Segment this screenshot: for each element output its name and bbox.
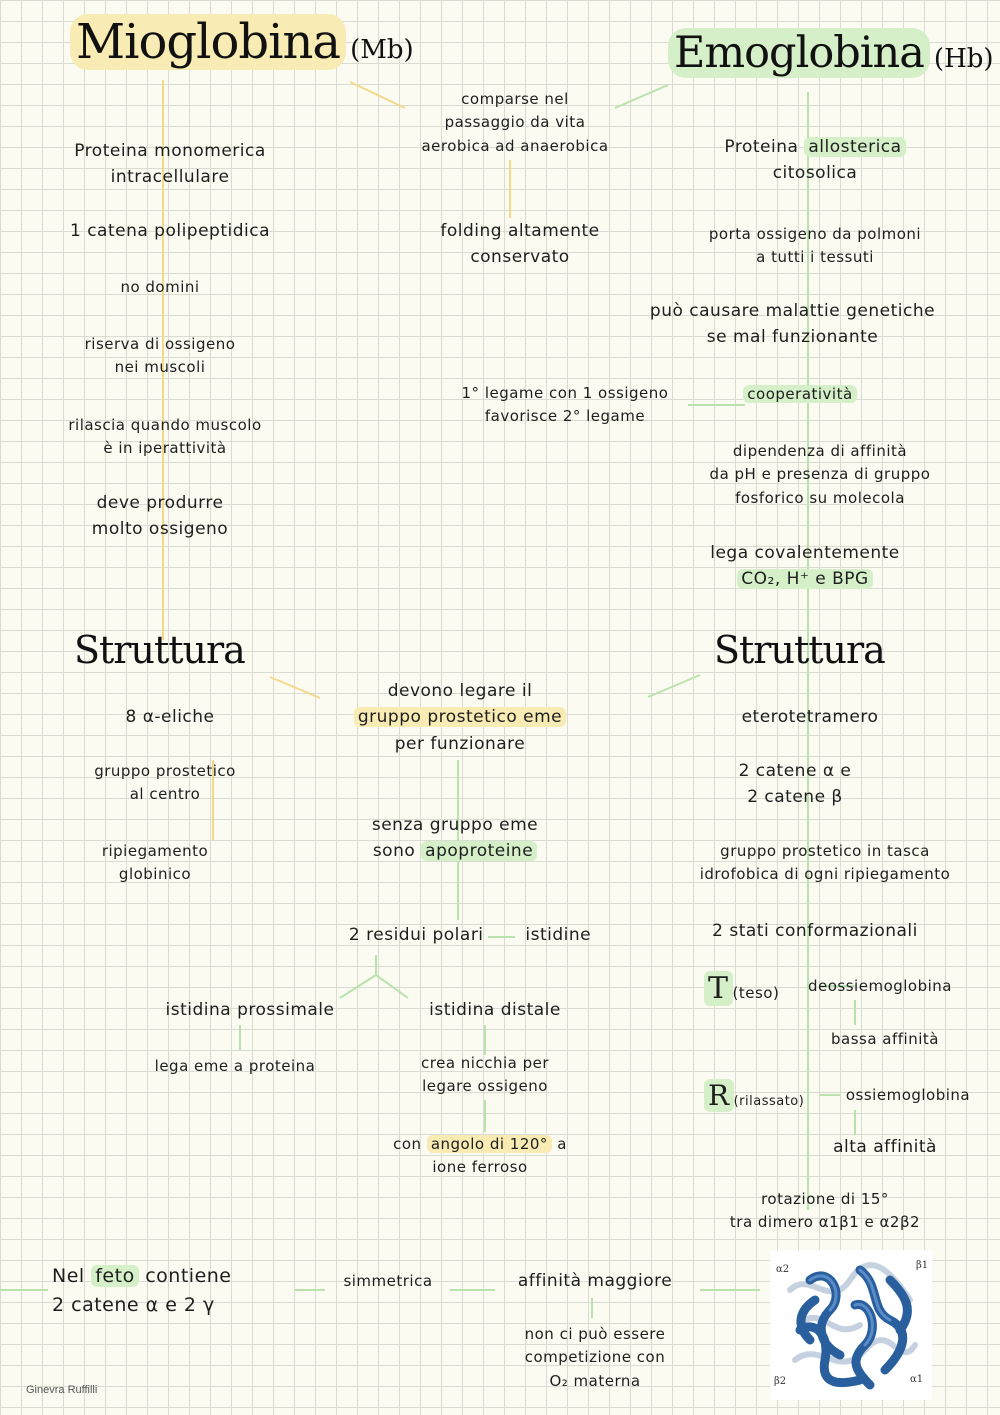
feto-word: feto [91, 1265, 138, 1287]
mb-catena-text: 1 catena polipeptidica [69, 221, 271, 241]
hb-lega [690, 540, 920, 593]
feto-line-2: 2 catene α e 2 γ [52, 1294, 215, 1317]
hb-r-rest: (rilassato) [733, 1094, 805, 1109]
hb-lega-line-2-wrap [690, 566, 920, 592]
hb-catene-line-1: 2 catene α e [738, 761, 852, 781]
hb-stati [690, 918, 940, 944]
folding-line-2: conservato [470, 247, 570, 268]
simmetrica [328, 1270, 448, 1293]
hb-cooperativita-text: cooperatività [743, 385, 856, 403]
angolo-line-2: ione ferroso [432, 1158, 528, 1177]
angolo-note [360, 1133, 600, 1180]
mb-monomerica-line-2: intracellulare [110, 167, 230, 188]
senza-line-2 [335, 838, 575, 864]
lega-eme-text: lega eme a proteina [154, 1057, 316, 1075]
label-alpha2: α2 [776, 1264, 790, 1275]
author-signature: Ginevra Ruffilli [26, 1384, 98, 1396]
feto-note [52, 1262, 302, 1321]
folding-note [400, 218, 640, 271]
hb-rotazione [690, 1188, 960, 1235]
hb-ossi-text: ossiemoglobina [845, 1086, 971, 1104]
hb-bassa [815, 1028, 955, 1051]
hb-deossi [805, 975, 955, 998]
mb-eliche-text: 8 α-eliche [125, 707, 215, 727]
crea-nicchia [385, 1052, 585, 1099]
mb-riserva [40, 333, 280, 380]
hemoglobin-ribbon-drawing [770, 1250, 932, 1400]
hb-alta-text: alta affinità [833, 1137, 937, 1157]
hb-rotazione-line-2: tra dimero α1β1 e α2β2 [729, 1213, 921, 1232]
istidina-distale [395, 997, 595, 1023]
hb-proteina-word: Proteina [724, 137, 799, 157]
hb-malattie-line-1: può causare malattie genetiche [649, 301, 936, 321]
angolo-line-1 [360, 1133, 600, 1156]
hb-lega-line-1: lega covalentemente [710, 543, 900, 563]
hemoglobin-structure-image [770, 1250, 932, 1400]
hb-alta [810, 1134, 960, 1160]
devono-line-3: per funzionare [394, 733, 526, 754]
hb-dipendenza-line-2: da pH e presenza di gruppo [709, 465, 931, 484]
title-emoglobina-abbr: (Hb) [933, 44, 994, 74]
affinita-maggiore [495, 1268, 695, 1294]
title-mioglobina-abbr: (Mb) [350, 35, 414, 65]
hb-bassa-text: bassa affinità [831, 1030, 939, 1048]
senza-note [335, 812, 575, 865]
struttura-left-title: Struttura [74, 628, 245, 672]
hb-t-rest: (teso) [732, 984, 780, 1002]
hb-ossi [838, 1084, 978, 1107]
mb-riserva-line-1: riserva di ossigeno [84, 335, 236, 353]
mb-monomerica [40, 138, 300, 191]
hb-dipendenza [665, 440, 975, 510]
devono-line-2: gruppo prostetico eme [354, 707, 566, 727]
comparse-line-3: aerobica ad anaerobica [421, 136, 609, 155]
hb-stato-t [704, 966, 819, 1013]
mb-rilascia-line-1: rilascia quando muscolo [68, 416, 262, 434]
mb-deve [50, 490, 270, 543]
hb-gruppo [660, 840, 990, 887]
hb-allosterica: allosterica [804, 137, 905, 157]
hb-proteina-line-1 [670, 134, 960, 160]
label-beta1: β1 [916, 1260, 929, 1271]
istidina-distale-text: istidina distale [429, 1000, 561, 1020]
istidina-prossimale-text: istidina prossimale [165, 1000, 335, 1020]
residui-note [320, 922, 620, 948]
mb-domini [60, 276, 260, 299]
title-mioglobina-text: Mioglobina [70, 14, 346, 70]
crea-line-1: crea nicchia per [421, 1054, 549, 1072]
hb-stato-r [704, 1074, 824, 1117]
hb-malattie [605, 298, 980, 351]
senza-sono: sono [372, 841, 416, 862]
title-mioglobina [70, 14, 414, 70]
mb-gruppo-line-2: al centro [129, 785, 201, 804]
simmetrica-text: simmetrica [343, 1272, 433, 1290]
mb-rilascia [40, 414, 290, 461]
mb-ripiegamento-line-2: globinico [118, 865, 192, 884]
lega-eme [130, 1055, 340, 1078]
hb-t-letter: T [704, 971, 733, 1006]
hb-porta [670, 223, 960, 270]
title-emoglobina [668, 28, 994, 78]
hb-lega-line-2: CO₂, H⁺ e BPG [737, 569, 872, 589]
non-competizione [490, 1323, 700, 1393]
hb-citosolica: citosolica [772, 163, 858, 184]
non-line-1: non ci può essere [524, 1325, 666, 1343]
legame-line-1: 1° legame con 1 ossigeno [461, 384, 669, 402]
mb-gruppo [60, 760, 270, 807]
istidine-text: istidine [525, 925, 592, 945]
hb-dipendenza-line-3: fosforico su molecola [735, 488, 905, 507]
residui-text: 2 residui polari [348, 925, 484, 945]
devono-line-2-wrap [330, 704, 590, 730]
label-beta2: β2 [774, 1376, 787, 1387]
angolo-value: angolo di 120° [427, 1135, 552, 1153]
hb-catene-line-2: 2 catene β [747, 787, 843, 808]
legame-note [430, 382, 700, 429]
mb-riserva-line-2: nei muscoli [114, 358, 206, 377]
title-emoglobina-text: Emoglobina [668, 28, 930, 78]
affinita-maggiore-text: affinità maggiore [517, 1271, 673, 1291]
comparse-line-2: passaggio da vita [444, 113, 586, 132]
mb-catena [30, 218, 310, 244]
hb-malattie-line-2: se mal funzionante [706, 327, 879, 348]
mb-ripiegamento [70, 840, 240, 887]
feto-line-1 [52, 1262, 302, 1291]
crea-line-2: legare ossigeno [422, 1077, 548, 1096]
mb-eliche [90, 704, 250, 730]
hb-rotazione-line-1: rotazione di 15° [761, 1190, 889, 1208]
hb-catene [700, 758, 890, 811]
hb-deossi-text: deossiemoglobina [808, 977, 952, 995]
hb-etero-text: eterotetramero [741, 707, 879, 727]
mb-rilascia-line-2: è in iperattività [103, 439, 227, 458]
mb-domini-text: no domini [120, 278, 200, 296]
hb-cooperativita [735, 383, 865, 406]
comparse-note [395, 88, 635, 158]
devono-line-1: devono legare il [387, 681, 533, 701]
angolo-con: con [393, 1135, 422, 1153]
feto-nel: Nel [52, 1265, 85, 1287]
legame-line-2: favorisce 2° legame [484, 407, 646, 426]
label-alpha1: α1 [910, 1374, 924, 1385]
folding-line-1: folding altamente [440, 221, 600, 241]
hb-dipendenza-line-1: dipendenza di affinità [732, 442, 908, 460]
comparse-line-1: comparse nel [461, 90, 569, 108]
hb-porta-line-2: a tutti i tessuti [756, 248, 874, 267]
non-line-3: O₂ materna [549, 1371, 641, 1390]
devono-note [330, 678, 590, 757]
hb-proteina [670, 134, 960, 187]
struttura-right-title: Struttura [714, 628, 885, 672]
mb-deve-line-2: molto ossigeno [91, 519, 229, 540]
hb-porta-line-1: porta ossigeno da polmoni [708, 225, 922, 243]
mb-gruppo-line-1: gruppo prostetico [94, 762, 236, 780]
hb-r-letter: R [704, 1079, 734, 1112]
senza-apoproteine: apoproteine [421, 841, 537, 861]
mb-ripiegamento-line-1: ripiegamento [101, 842, 209, 860]
hb-gruppo-line-2: idrofobica di ogni ripiegamento [699, 865, 951, 884]
non-line-2: competizione con [524, 1348, 666, 1367]
angolo-a: a [557, 1135, 567, 1153]
senza-line-1: senza gruppo eme [371, 815, 539, 835]
mb-monomerica-line-1: Proteina monomerica [74, 141, 266, 161]
hb-gruppo-line-1: gruppo prostetico in tasca [720, 842, 930, 860]
hb-etero [700, 704, 920, 730]
hb-stati-text: 2 stati conformazionali [712, 921, 918, 941]
feto-contiene: contiene [145, 1265, 232, 1287]
istidina-prossimale [135, 997, 365, 1023]
mb-deve-line-1: deve produrre [96, 493, 224, 513]
